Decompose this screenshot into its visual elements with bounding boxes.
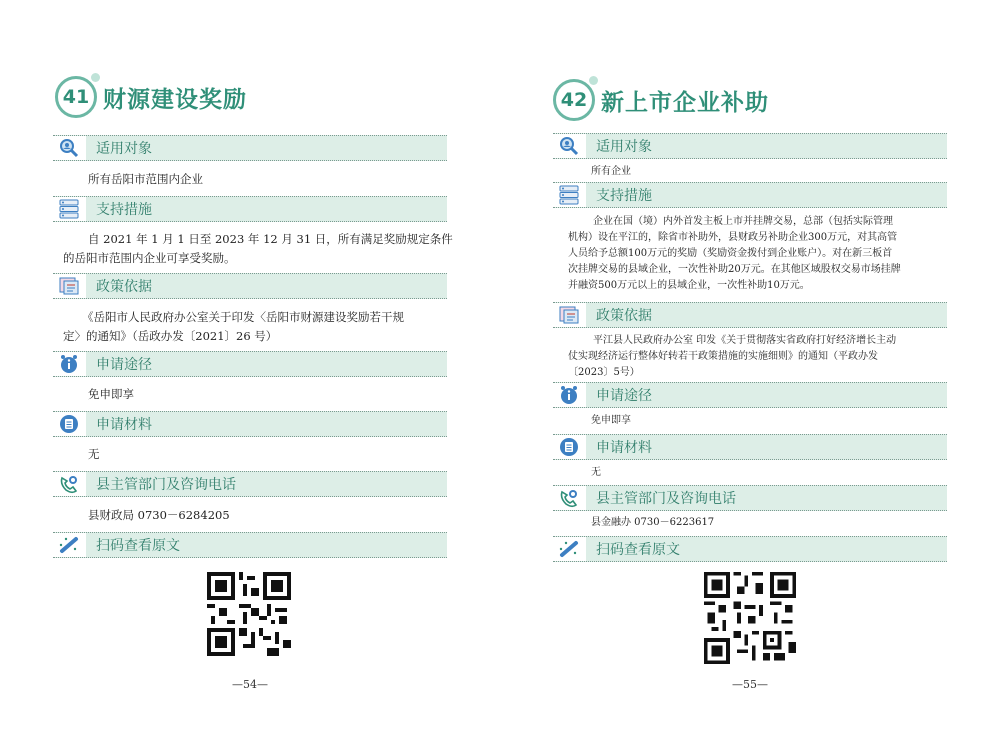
section-label: 县主管部门及咨询电话: [596, 491, 736, 507]
title-row: [553, 79, 769, 121]
section-measures: [53, 196, 447, 222]
policy-number: 42: [553, 79, 595, 121]
section-label: 适用对象: [596, 139, 652, 155]
document-icon: [53, 274, 86, 298]
section-label: 政策依据: [596, 308, 652, 324]
measures-line: 自 2021 年 1 月 1 日至 2023 年 12 月 31 日，所有满足奖励规定条件: [88, 232, 453, 246]
section-apply: [553, 382, 947, 408]
target-text: 所有岳阳市范围内企业: [88, 172, 203, 186]
document-icon: [553, 303, 586, 327]
target-text: 所有企业: [591, 166, 631, 177]
qr-code[interactable]: [704, 572, 796, 668]
materials-text: 无: [88, 447, 100, 461]
section-measures: [553, 182, 947, 208]
server-icon: [553, 183, 586, 207]
scan-icon: [553, 537, 586, 561]
basis-line: 平江县人民政府办公室 印发《关于贯彻落实省政府打好经济增长主动: [593, 335, 897, 346]
right-page: [500, 0, 1000, 736]
dept-text: 县财政局 0730－6284205: [88, 508, 230, 522]
section-target: [53, 135, 447, 161]
section-label: 申请途径: [96, 357, 152, 373]
title-row: [55, 76, 247, 118]
policy-title: 新上市企业补助: [601, 89, 769, 116]
section-label: 支持措施: [96, 202, 152, 218]
section-materials: [53, 411, 447, 437]
section-basis: [53, 273, 447, 299]
section-label: 扫码查看原文: [96, 538, 180, 554]
section-dept: [53, 471, 447, 497]
basis-line: 仗实现经济运行整体好转若干政策措施的实施细则》的通知（平政办发: [568, 351, 878, 362]
policy-title: 财源建设奖励: [103, 86, 247, 113]
page-number: —54—: [232, 678, 268, 691]
server-icon: [53, 197, 86, 221]
section-label: 适用对象: [96, 141, 152, 157]
search-person-icon: [53, 136, 86, 160]
section-dept: [553, 485, 947, 511]
dept-text: 县金融办 0730－6223617: [591, 517, 715, 528]
basis-line: 〔2023〕5号）: [568, 367, 640, 378]
measures-line: 企业在国（境）内外首发主板上市并挂牌交易，总部（包括实际管理: [593, 216, 893, 227]
scan-icon: [53, 533, 86, 557]
search-person-icon: [553, 134, 586, 158]
section-target: [553, 133, 947, 159]
phone-icon: [553, 486, 586, 510]
section-basis: [553, 302, 947, 328]
section-scan: [553, 536, 947, 562]
measures-line: 人员给予总额100万元的奖励（奖励资金拨付到企业账户）。对在新三板首: [568, 248, 893, 259]
policy-number: 41: [55, 76, 97, 118]
measures-line: 的岳阳市范围内企业可享受奖励。: [63, 251, 236, 265]
qr-code[interactable]: [207, 572, 291, 660]
apply-text: 免申即享: [591, 415, 631, 426]
list-icon: [53, 412, 86, 436]
info-icon: [553, 383, 586, 407]
section-label: 扫码查看原文: [596, 542, 680, 558]
section-label: 申请材料: [96, 417, 152, 433]
section-apply: [53, 351, 447, 377]
measures-line: 机构）设在平江的，除省市补助外，县财政另补助企业300万元，对其高管: [568, 232, 898, 243]
section-materials: [553, 434, 947, 460]
section-label: 县主管部门及咨询电话: [96, 477, 236, 493]
measures-line: 次挂牌交易的县域企业，一次性补助20万元。在其他区域股权交易市场挂牌: [568, 264, 901, 275]
basis-line: 《岳阳市人民政府办公室关于印发〈岳阳市财源建设奖励若干规: [82, 310, 404, 324]
page-number: —55—: [732, 678, 768, 691]
basis-line: 定〉的通知》（岳政办发〔2021〕26 号）: [63, 329, 278, 343]
measures-line: 并融资500万元以上的县域企业，一次性补助10万元。: [568, 280, 810, 291]
section-label: 政策依据: [96, 279, 152, 295]
section-scan: [53, 532, 447, 558]
phone-icon: [53, 472, 86, 496]
section-label: 申请途径: [596, 388, 652, 404]
section-label: 支持措施: [596, 188, 652, 204]
materials-text: 无: [591, 467, 601, 478]
section-label: 申请材料: [596, 440, 652, 456]
list-icon: [553, 435, 586, 459]
apply-text: 免申即享: [88, 387, 134, 401]
info-icon: [53, 352, 86, 376]
